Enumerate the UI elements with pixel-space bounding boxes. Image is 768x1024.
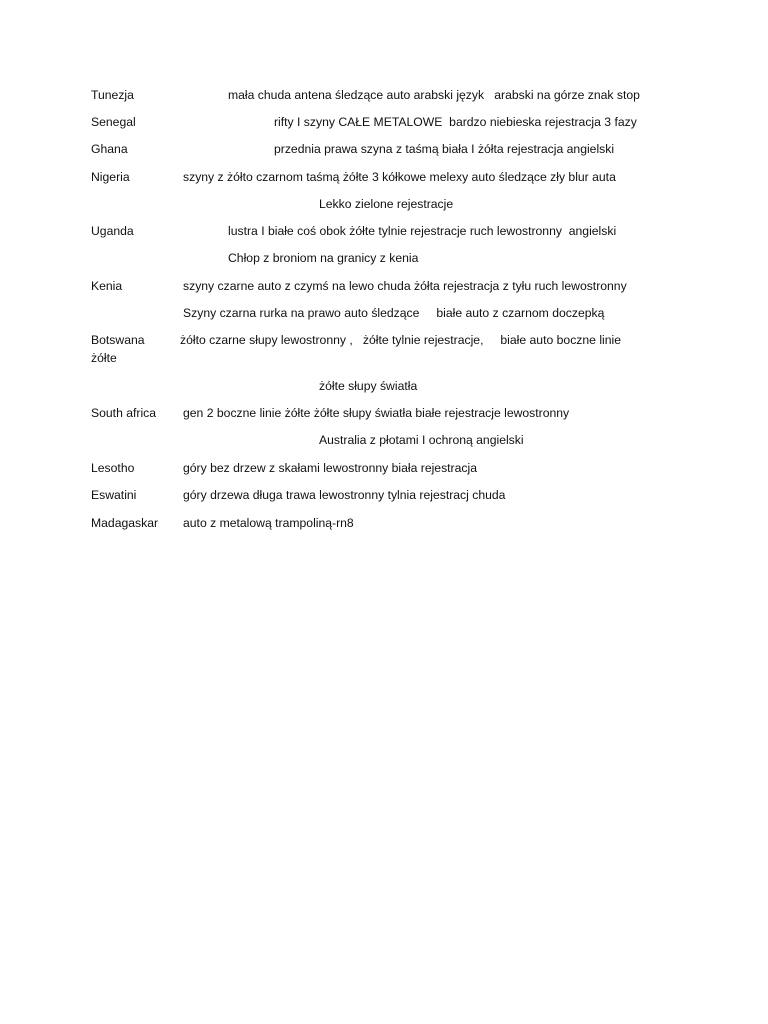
country-label: South africa xyxy=(91,406,157,420)
country-label: Nigeria xyxy=(91,170,130,184)
country-note: Lekko zielone rejestracje xyxy=(319,197,454,211)
country-note: gen 2 boczne linie żółte żółte słupy światła białe rejestracje lewostronny xyxy=(183,406,570,420)
country-note: góry bez drzew z skałami lewostronny biała rejestracja xyxy=(183,461,477,475)
country-note: mała chuda antena śledzące auto arabski język arabski na górze znak stop xyxy=(228,88,640,102)
country-label: Ghana xyxy=(91,142,128,156)
country-note: lustra I białe coś obok żółte tylnie rejestracje ruch lewostronny angielski xyxy=(228,224,617,238)
country-note: Chłop z broniom na granicy z kenia xyxy=(228,251,419,265)
row-botswana-wrap: żółte xyxy=(91,351,117,365)
country-label: Kenia xyxy=(91,279,123,293)
country-label: Uganda xyxy=(91,224,134,238)
country-label: Botswana xyxy=(91,333,145,347)
country-note: auto z metalową trampoliną-rn8 xyxy=(183,516,354,530)
country-note: góry drzewa długa trawa lewostronny tylnia rejestracj chuda xyxy=(183,488,506,502)
country-note: szyny czarne auto z czymś na lewo chuda żółta rejestracja z tyłu ruch lewostronny xyxy=(183,279,627,293)
country-note: Szyny czarna rurka na prawo auto śledzące białe auto z czarnom doczepką xyxy=(183,306,605,320)
row-madagaskar xyxy=(91,515,354,579)
country-label: Lesotho xyxy=(91,461,135,475)
country-label: Senegal xyxy=(91,115,136,129)
country-label: Tunezja xyxy=(91,88,134,102)
country-note: żółto czarne słupy lewostronny , żółte tylnie rejestracje, białe auto boczne linie xyxy=(180,333,622,347)
country-note: przednia prawa szyna z taśmą biała I żółta rejestracja angielski xyxy=(274,142,615,156)
country-note: Australia z płotami I ochroną angielski xyxy=(319,433,524,447)
country-label: Eswatini xyxy=(91,488,137,502)
country-note: szyny z żółto czarnom taśmą żółte 3 kółkowe melexy auto śledzące zły blur auta xyxy=(183,170,616,184)
country-note: żółte słupy światła xyxy=(319,379,418,393)
country-label: Madagaskar xyxy=(91,516,159,530)
country-note: rifty I szyny CAŁE METALOWE bardzo niebieska rejestracja 3 fazy xyxy=(274,115,637,129)
